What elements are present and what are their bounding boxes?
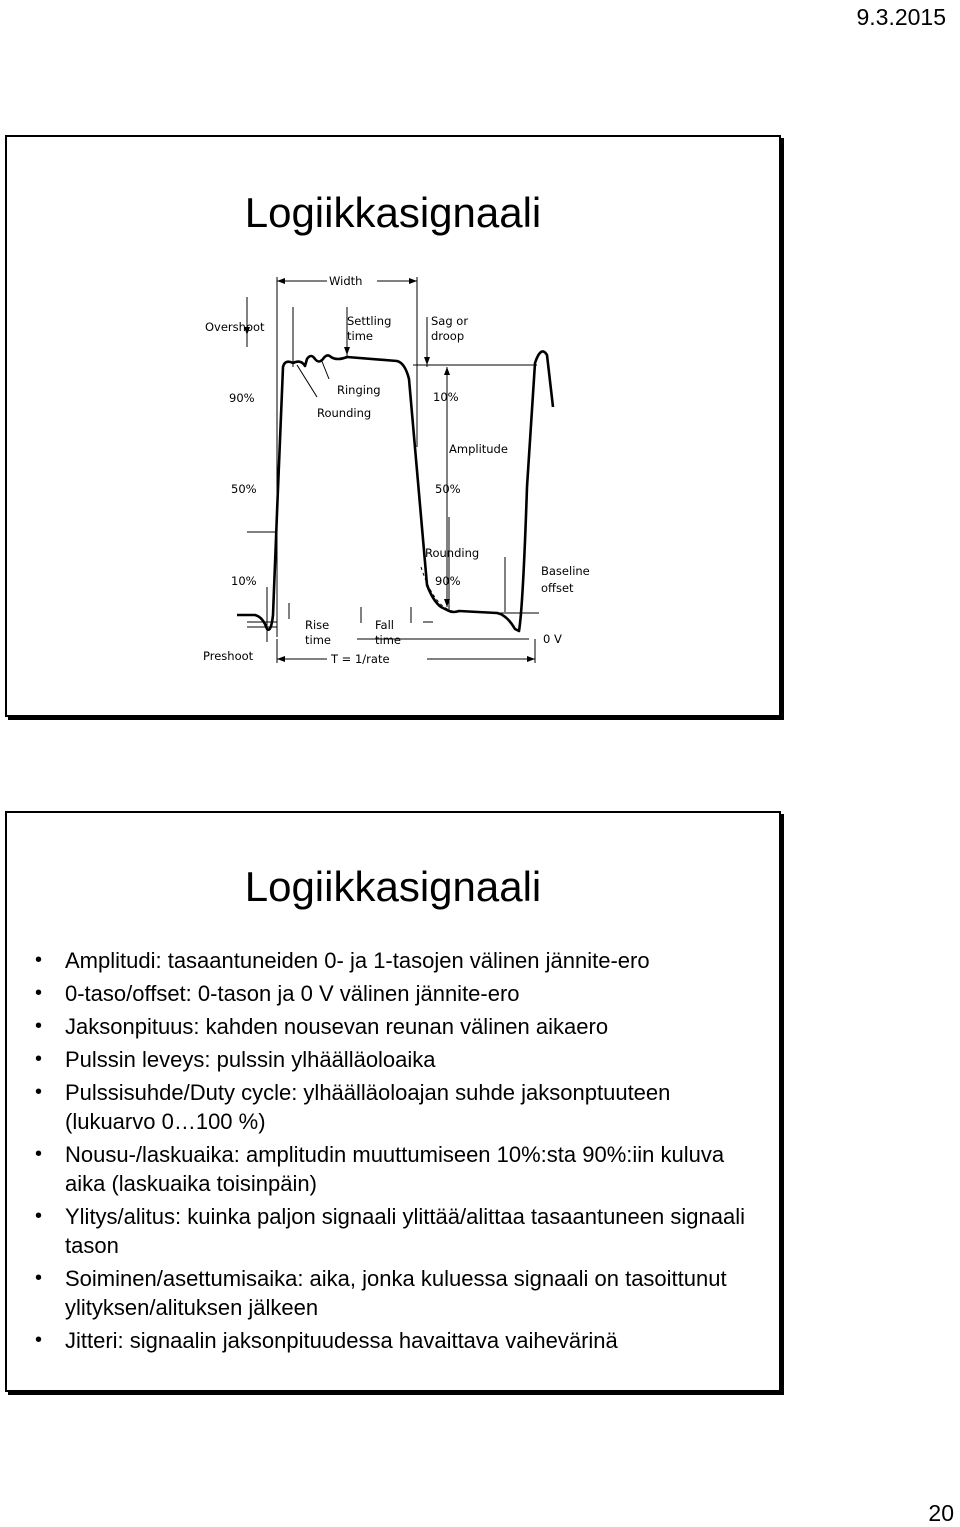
label-rise-time-line1: Rise (305, 618, 330, 632)
list-item: • 0-taso/offset: 0-tason ja 0 V välinen jännite-ero (33, 979, 763, 1008)
slide-title: Logiikkasignaali (244, 189, 542, 236)
label-fall-time-line2: time (375, 633, 401, 647)
definition-list (33, 946, 763, 1359)
label-rounding-top: Rounding (317, 406, 372, 420)
label-50pct-left: 50% (231, 482, 257, 496)
label-period: T = 1/rate (331, 652, 390, 666)
list-item: • Nousu-/laskuaika: amplitudin muuttumiseen 10%:sta 90%:iin kuluva aika (laskuaika toisinpäin) (33, 1140, 763, 1198)
label-fall-time-line1: Fall (375, 618, 394, 632)
list-item: • Pulssin leveys: pulssin ylhäälläoloaika (33, 1045, 763, 1074)
label-rounding-bottom: Rounding (425, 546, 480, 560)
label-baseline-offset-line2: offset (541, 581, 574, 595)
page-number: 20 (928, 1500, 954, 1526)
label-10pct-right: 10% (433, 390, 459, 404)
label-preshoot: Preshoot (203, 649, 254, 663)
slide-definitions (5, 811, 781, 1392)
slide-title: Logiikkasignaali (244, 863, 542, 910)
label-baseline-offset-line1: Baseline (541, 564, 590, 578)
label-width: Width (329, 274, 363, 288)
list-item: • Soiminen/asettumisaika: aika, jonka kuluessa signaali on tasoittunut ylityksen/alituksen jälkeen (33, 1264, 763, 1322)
list-item: • Pulssisuhde/Duty cycle: ylhäälläoloajan suhde jaksonptuuteen (lukuarvo 0…100 %) (33, 1078, 763, 1136)
label-rise-time-line2: time (305, 633, 331, 647)
label-10pct-left: 10% (231, 574, 257, 588)
label-ringing: Ringing (337, 383, 381, 397)
list-item: • Jaksonpituus: kahden nousevan reunan välinen aikaero (33, 1012, 763, 1041)
list-item: • Ylitys/alitus: kuinka paljon signaali ylittää/alittaa tasaantuneen signaali tason (33, 1202, 763, 1260)
page-date: 9.3.2015 (856, 4, 946, 30)
label-90pct-right: 90% (435, 574, 461, 588)
slide-diagram (5, 135, 781, 717)
label-settling-time-line2: time (347, 329, 373, 343)
list-item: • Jitteri: signaalin jaksonpituudessa havaittava vaihevärinä (33, 1326, 763, 1355)
label-amplitude: Amplitude (449, 442, 508, 456)
pulse-waveform (237, 351, 553, 631)
label-sag-line1: Sag or (431, 314, 469, 328)
label-0v: 0 V (543, 632, 562, 646)
list-item: • Amplitudi: tasaantuneiden 0- ja 1-tasojen välinen jännite-ero (33, 946, 763, 975)
pulse-waveform-diagram (197, 267, 590, 667)
label-90pct-left: 90% (229, 391, 255, 405)
label-settling-time-line1: Settling (347, 314, 392, 328)
label-50pct-right: 50% (435, 482, 461, 496)
label-sag-line2: droop (431, 329, 465, 343)
label-overshoot: Overshoot (205, 320, 265, 334)
